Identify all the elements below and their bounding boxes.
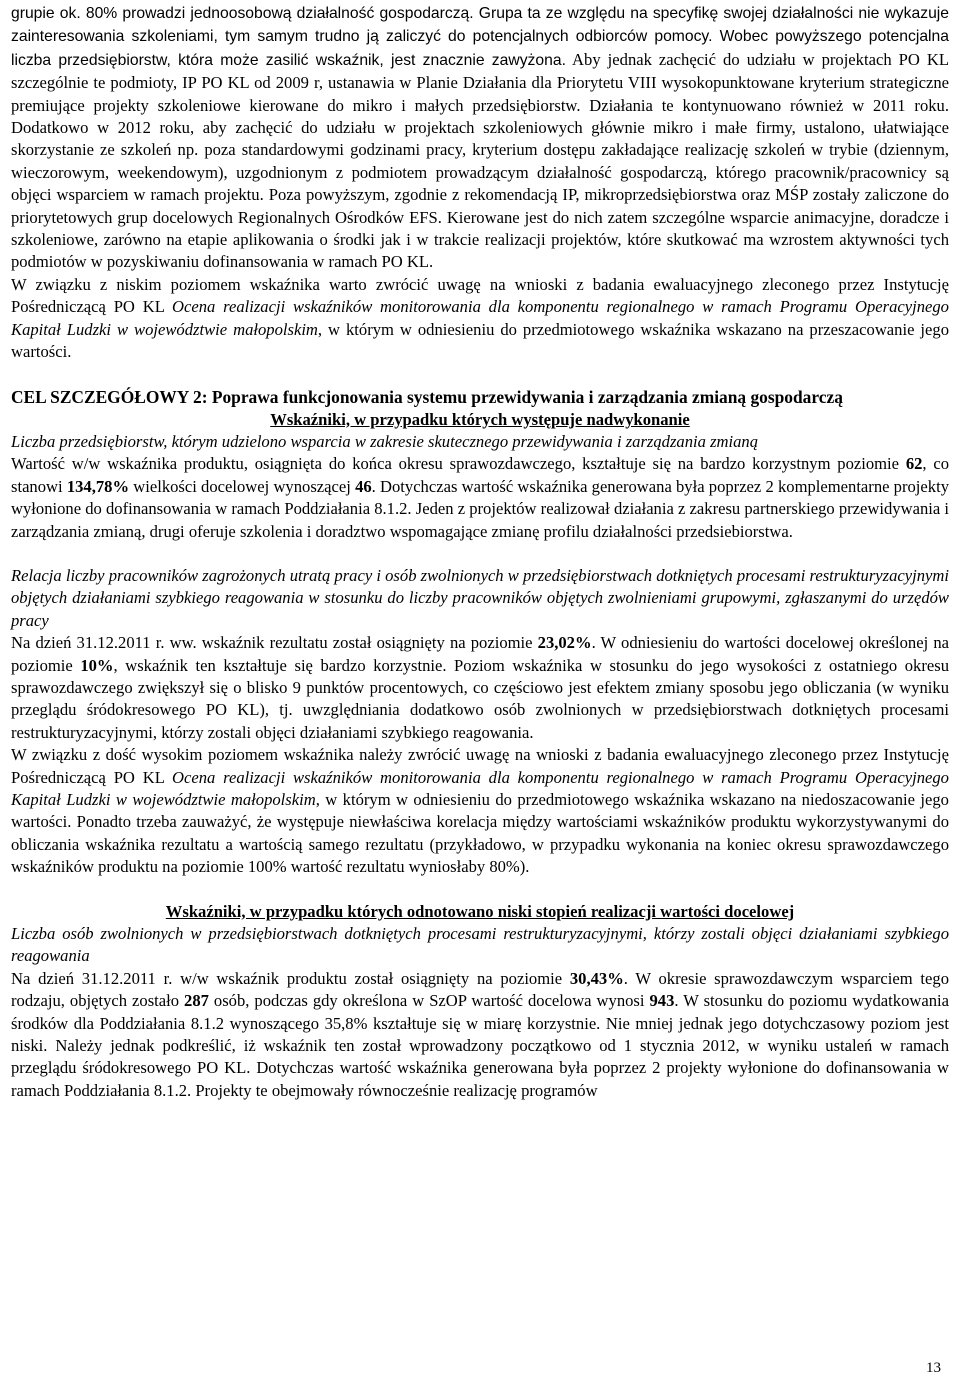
ind2-text-3: , wskaźnik ten kształtuje się bardzo korzystnie. Poziom wskaźnika w stosunku do jego wysokości z ostatniego okresu sprawozdawczego zwiększył się o blisko 9 punktów procentowych, co częściowo jest efektem zmiany sposobu jego obliczania (w wyniku przeglądu śródokresowego PO KL), tj. uwzględniania dodatkowo osób zwolnionych w przedsiębiorstwach dotkniętych procesami restrukturyzacyjnymi, którzy zostali objęci działaniami szybkiego reagowania.: [11, 655, 949, 742]
page-number: 13: [926, 1360, 941, 1376]
low-value-persons: 287: [184, 991, 209, 1011]
ind1-text-2: , co stanowi: [11, 454, 949, 496]
evaluation-note-tail: , w którym w odniesieniu do przedmiotowego wskaźnika wskazano na przeszacowanie jego wartości.: [11, 319, 949, 362]
ind2-study-title: Ocena realizacji wskaźników monitorowania dla komponentu regionalnego w ramach Programu Operacyjnego Kapitał Ludzki w województwie małopolskim: [11, 767, 949, 809]
low-text-1: Na dzień 31.12.2011 r. w/w wskaźnik produktu został osiągnięty na poziomie: [11, 968, 570, 988]
ind2-value-achieved: 23,02%: [537, 633, 592, 653]
ind2-text-5: , w którym w odniesieniu do przedmiotowego wskaźnika wskazano na niedoszacowanie jego wartości. Ponadto trzeba zauważyć, że występuje niewłaściwa korelacja między wartościami wskaźników produktu wykorzystywanymi do obliczania wskaźnika rezultatu a wartością samego rezultatu (przykładowo, w przypadku wykonania na koniec okresu sprawozdawczego wskaźników produktu na poziomie 100% wartość rezultatu wyniosłaby 80%).: [11, 790, 949, 877]
ind1-text-4: . Dotychczas wartość wskaźnika generowana była poprzez 2 komplementarne projekty wyłonione do dofinansowania w ramach Poddziałania 8.1.2. Jeden z projektów realizował działania z zakresu partnerskiego przewidywania i zarządzania zmianą, drugi oferuje szkolenia i doradztwo wspomagające zmianę profilu działalności przedsiebiorstwa.: [11, 476, 949, 541]
ind2-value-target: 10%: [80, 655, 114, 675]
spacer: [11, 543, 949, 565]
paragraph-intro: [11, 2, 949, 274]
spacer: [11, 364, 949, 386]
evaluation-note-text: W związku z niskim poziomem wskaźnika warto zwrócić uwagę na wnioski z badania ewaluacyjnego zleconego przez Instytucję Pośredniczącą PO KL: [11, 274, 949, 317]
ind1-text-1: Wartość w/w wskaźnika produktu, osiągnięta do końca okresu sprawozdawczego, kształtuje się na bardzo korzystnym poziomie: [11, 454, 906, 474]
indicator-title-1: Liczba przedsiębiorstw, którym udzielono wsparcia w zakresie skutecznego przewidywania i zarządzania zmianą: [11, 431, 759, 451]
subheading-low-performance: Wskaźniki, w przypadku których odnotowano niski stopień realizacji wartości docelowej: [165, 901, 795, 921]
evaluation-study-title: Ocena realizacji wskaźników monitorowania dla komponentu regionalnego w ramach Programu Operacyjnego Kapitał Ludzki w województwie małopolskim: [11, 297, 949, 339]
indicator-paragraph-1: [11, 453, 949, 543]
ind1-value-target: 46: [355, 476, 372, 496]
ind2-text-2: . W odniesieniu do wartości docelowej określonej na poziomie: [11, 633, 949, 675]
ind1-text-3: wielkości docelowej wynoszącej: [129, 476, 356, 496]
section-heading: CEL SZCZEGÓŁOWY 2: Poprawa funkcjonowania systemu przewidywania i zarządzania zmianą gospodarczą: [11, 386, 843, 407]
ind2-text-4: W związku z dość wysokim poziomem wskaźnika należy zwrócić uwagę na wnioski z badania ewaluacyjnego zleconego przez Instytucję Pośredniczącą PO KL: [11, 745, 949, 787]
low-value-target: 943: [649, 991, 675, 1011]
paragraph-evaluation-note: [11, 274, 949, 364]
intro-sentence-a: grupie ok. 80% prowadzi jednoosobową działalność gospodarczą. Grupa ta ze względu na specyfikę swojej działalności nie wykazuje zainteresowania szkoleniami, tym samym trudno ją zaliczyć do potencjalnych odbiorców pomocy. Wobec powyższego potencjalna liczba przedsiębiorstw, która może zasilić wskaźnik, jest znacznie zawyżona.: [11, 5, 949, 69]
ind2-text-1: Na dzień 31.12.2011 r. ww. wskaźnik rezultatu został osiągnięty na poziomie: [11, 633, 538, 653]
indicator-title-3: Liczba osób zwolnionych w przedsiębiorstwach dotkniętych procesami restrukturyzacyjnymi, którzy zostali objęci działaniami szybkiego reagowania: [11, 924, 949, 966]
intro-sentence-b: Aby jednak zachęcić do udziału w projektach PO KL szczególnie te podmioty, IP PO KL od 2009 r, ustanawia w Planie Działania dla Priorytetu VIII wysokopunktowane kryterium strategiczne premiujące projekty szkoleniowe kierowane do mikro i małych przedsiębiorstw. Działania te kontynuowano również w 2011 roku. Dodatkowo w 2012 roku, aby zachęcić do udziału w projektach szkoleniowych głównie mikro i małe firmy, ustalono, ułatwiające skorzystanie ze szkoleń np. poza standardowymi godzinami pracy, kryterium dostępu zakładające realizację szkoleń w trybie (dziennym, wieczorowym, weekendowym), uzgodnionym z podmiotem prowadzącym działalność gospodarczą, którego pracownik/pracownicy są objęci wsparciem w ramach projektu. Poza powyższym, zgodnie z rekomendacją IP, mikroprzedsiębiorstwa oraz MŚP zostały zaliczone do priorytetowych grup docelowych Regionalnych Ośrodków EFS. Kierowane jest do nich zatem szczególne wsparcie animacyjne, doradcze i szkoleniowe, zarówno na etapie aplikowania o środki jak i w trakcie realizacji projektów, które skutkować ma wzrostem aktywności tych podmiotów w pozyskiwaniu dofinansowania w ramach PO KL.: [11, 49, 950, 272]
low-value-percent: 30,43%: [569, 968, 624, 988]
document-page: [11, 2, 949, 1102]
indicator-title-2: Relacja liczby pracowników zagrożonych utratą pracy i osób zwolnionych w przedsiębiorstwach dotkniętych procesami restrukturyzacyjnymi objętych działaniami szybkiego reagowania w stosunku do liczby pracowników objętych zwolnieniami grupowymi, zgłaszanymi do urzędów pracy: [11, 565, 949, 630]
indicator-paragraph-3: [11, 968, 949, 1102]
indicator-paragraph-2b: [11, 744, 949, 878]
spacer: [11, 879, 949, 901]
low-text-3: osób, podczas gdy określona w SzOP wartość docelowa wynosi: [208, 991, 650, 1011]
indicator-paragraph-2: [11, 632, 949, 744]
ind1-value-percent: 134,78%: [66, 476, 130, 496]
subheading-overperformance: Wskaźniki, w przypadku których występuje nadwykonanie: [270, 409, 690, 429]
low-text-4: . W stosunku do poziomu wydatkowania środków dla Poddziałania 8.1.2 wynoszącego 35,8% kształtuje się w miarę korzystnie. Nie mniej jednak jego dotychczasowy poziom jest niski. Należy jednak podkreślić, iż wskaźnik ten został wprowadzony początkowo od 1 stycznia 2012, w wyniku ustaleń w ramach przeglądu śródokresowego PO KL. Dotychczas wartość wskaźnika generowana była poprzez 2 projekty wyłonione do dofinansowania w ramach Poddziałania 8.1.2. Projekty te obejmowały równocześnie realizację programów: [11, 991, 949, 1100]
low-text-2: . W okresie sprawozdawczym wsparciem tego rodzaju, objętych zostało: [11, 968, 950, 1011]
ind1-value-achieved: 62: [905, 454, 923, 474]
